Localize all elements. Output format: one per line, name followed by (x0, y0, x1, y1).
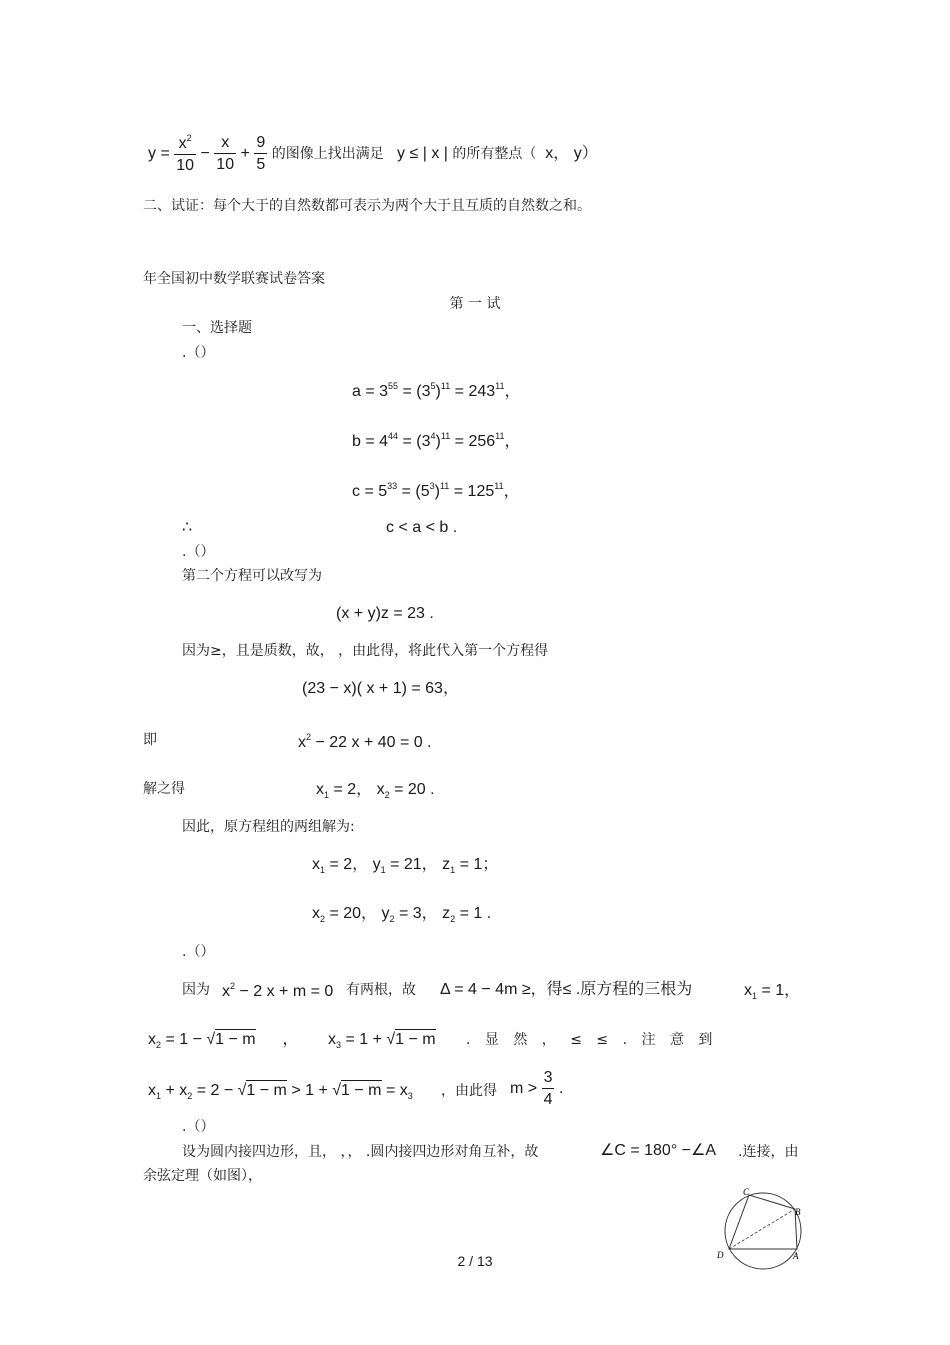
vertex-label-b: B (795, 1207, 801, 1217)
q2-equation-1: (x + y)z = 23 . (336, 605, 434, 622)
label-jiezhi: 解之得 (143, 781, 185, 797)
section-choice-questions: 一、选择题 (182, 320, 252, 336)
vertex-label-a: A (793, 1251, 799, 1261)
q3-root-x1: $x_1 = 1$， (744, 982, 801, 1001)
vertex-label-d: D (717, 1250, 724, 1260)
question-marker: .（） (182, 544, 215, 560)
q2-solution-set-1: $x_1 = 2$， $y_1 = 21$， $z_1 = 1$； (312, 856, 499, 875)
fraction-x-over-10: $\frac{x}{10}$ (216, 134, 235, 173)
diagonal-db (729, 1209, 795, 1249)
quadrilateral (729, 1195, 797, 1249)
question-marker: .（） (182, 1119, 215, 1135)
inequality-cab: c < a < b . (386, 519, 458, 536)
condition-expr: y ≤ | x | (397, 145, 448, 163)
q3-two-roots: 有两根，故 (346, 982, 416, 998)
label-ji: 即 (143, 732, 157, 748)
q3-hence: ，由此得 (441, 1083, 497, 1099)
q3-root-x3: $x_3 = 1 + √1 - m$ (328, 1031, 436, 1050)
fraction-9-over-5: $\frac{9}{5}$ (256, 134, 266, 173)
q2-reasoning: 因为≥，且是质数，故， ，由此得，将此代入第一个方程得 (182, 643, 549, 659)
q2-roots: $x_1 = 2$， $x_2 = 20$ . (316, 781, 435, 800)
q3-root-x2: $x_2 = 1 - √1 - m$ ， (148, 1031, 299, 1050)
q2-conclusion: 因此，原方程组的两组解为: (182, 819, 355, 835)
q4-setup: 设为圆内接四边形，且， ，， .圆内接四边形对角互补，故 (182, 1144, 539, 1160)
problem-2-text: 二、试证：每个大于的自然数都可表示为两个大于且互质的自然数之和。 (143, 198, 591, 214)
q4-angle-relation: ∠C = 180° −∠A (600, 1142, 717, 1159)
q3-because: 因为 (182, 982, 210, 998)
q4-cosine-law: 余弦定理（如图）， (143, 1168, 262, 1184)
q2-equation-2: (23 − x)( x + 1) = 63， (302, 680, 459, 697)
expr-lhs: y = (148, 145, 170, 163)
q2-quadratic: $x^2 - 22$ x + 40 = 0 . (298, 732, 432, 751)
answer-title: 年全国初中数学联赛试卷答案 (143, 271, 325, 287)
question-marker: .（） (182, 944, 215, 960)
q2-solution-set-2: $x_2 = 20$， $y_2 = 3$， $z_2 = 1$ . (312, 905, 492, 924)
q3-observation: . 显 然 ， ≤ ≤ . 注 意 到 (466, 1032, 713, 1048)
function-expression: y = $\frac{x^2}{10}$ − $\frac{x}{10}$ + $\frac{9}{5}$ 的图像上找出满足 y ≤ | x | 的所有整点（ x， y） (148, 133, 598, 174)
equation-c: $c = 5^{33} = (5^3)^{11} = 125^{11}$， (352, 481, 520, 500)
fraction-x2-over-10: $\frac{x^2}{10}$ (176, 133, 195, 174)
q2-intro: 第二个方程可以改写为 (182, 568, 322, 584)
q3-equation: $x^2 - 2$ x + m = 0 (222, 981, 334, 1000)
fraction-3-over-4: $\frac{3}{4}$ (543, 1069, 553, 1108)
equation-a: $a = 3^{55} = (3^5)^{11} = 243^{11}$， (352, 381, 521, 400)
q3-inequality: $x_1 + x_2 = 2 - √1 - m > 1 + √1 - m = x_3$ (148, 1082, 413, 1101)
vertex-label-c: C (743, 1187, 750, 1197)
equation-b: $b = 4^{44} = (3^4)^{11} = 256^{11}$， (352, 431, 521, 450)
section-first-test: 第 一 试 (449, 296, 501, 312)
therefore-symbol: ∴ (182, 519, 193, 536)
question-marker: .（） (182, 345, 215, 361)
q3-m-bound: m > $\frac{3}{4}$ . (510, 1069, 564, 1108)
page-number: 2 / 13 (457, 1253, 493, 1269)
q3-discriminant: Δ = 4 − 4m ≥，得≤ .原方程的三根为 (440, 981, 693, 998)
q4-connect: .连接，由 (738, 1144, 799, 1160)
